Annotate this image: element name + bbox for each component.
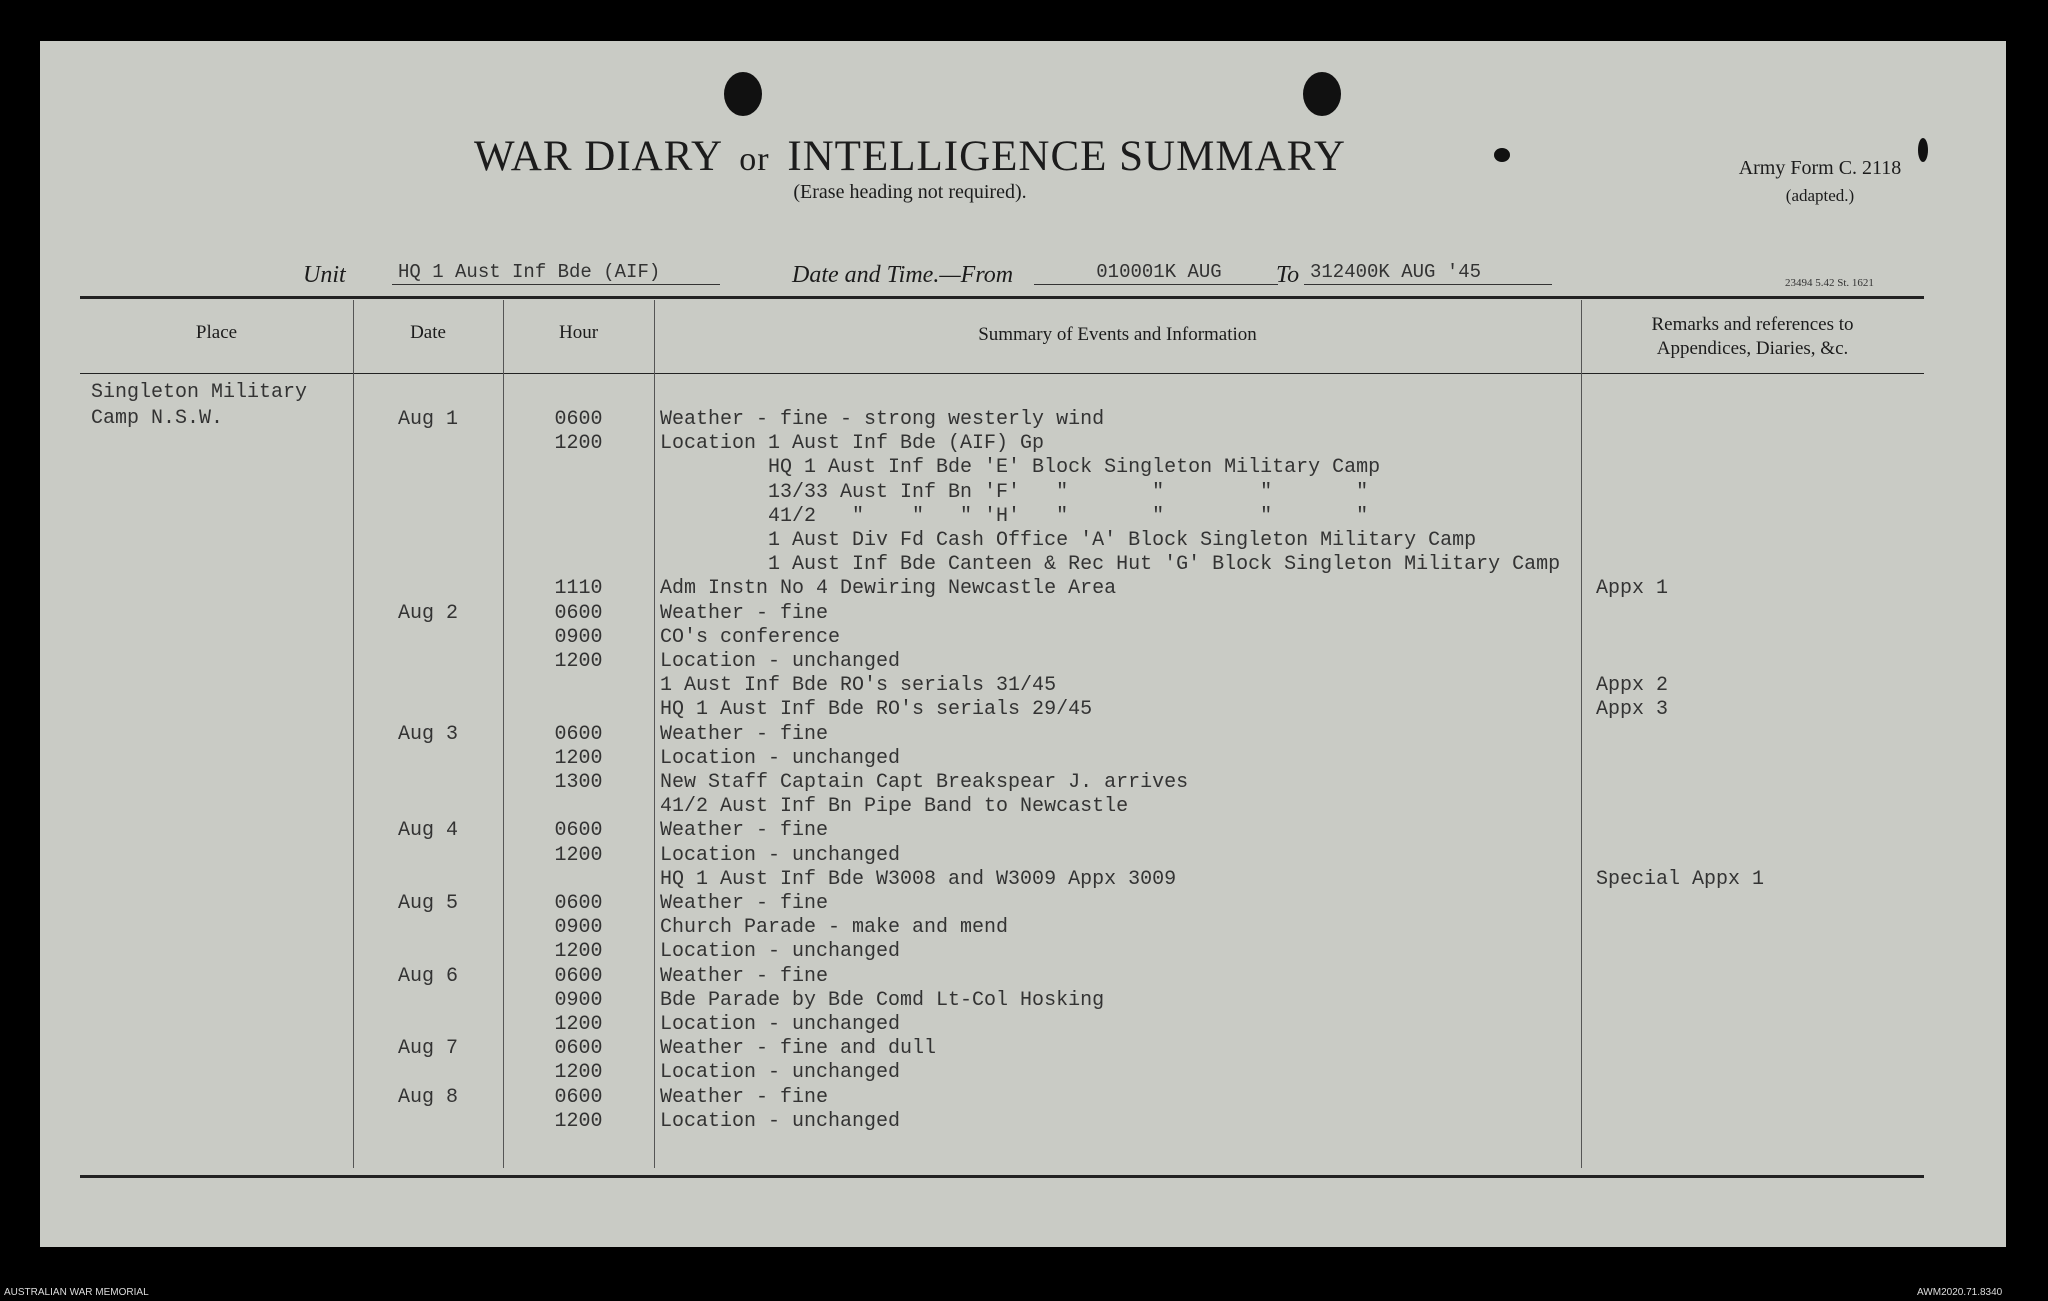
to-value: 312400K AUG '45 xyxy=(1304,260,1552,285)
entry-summary: Weather - fine xyxy=(660,723,829,746)
entry-date: Aug 7 xyxy=(397,1037,458,1060)
top-rule xyxy=(80,296,1924,299)
entry-summary: Location 1 Aust Inf Bde (AIF) Gp xyxy=(660,432,1045,455)
entry-remark xyxy=(1596,915,1916,940)
entry-remark xyxy=(1596,528,1916,553)
entry-date xyxy=(353,480,503,505)
entry-date xyxy=(353,673,503,698)
entry-hour: 1200 xyxy=(554,650,603,673)
entry-remark xyxy=(1596,480,1916,505)
entry-remark xyxy=(1596,843,1916,868)
entry-remark: Appx 3 xyxy=(1596,698,1669,721)
entry-summary: Weather - fine - strong westerly wind xyxy=(660,408,1105,431)
entry-remark xyxy=(1596,625,1916,650)
entry-date xyxy=(353,867,503,892)
entry-hour: 1200 xyxy=(554,844,603,867)
unit-value: HQ 1 Aust Inf Bde (AIF) xyxy=(392,260,720,285)
entry-summary: 13/33 Aust Inf Bn 'F' " " " " xyxy=(660,481,1369,504)
ink-fleck xyxy=(1494,148,1510,162)
entry-summary: Church Parade - make and mend xyxy=(660,916,1009,939)
entry-remark xyxy=(1596,455,1916,480)
entry-remark xyxy=(1596,1060,1916,1085)
entry-remark xyxy=(1596,722,1916,747)
form-title xyxy=(430,132,1390,181)
entry-remark xyxy=(1596,552,1916,577)
header-rule xyxy=(80,373,1924,374)
entry-summary: Weather - fine xyxy=(660,965,829,988)
place-line-1: Singleton Military xyxy=(91,381,308,404)
date-time-from-label: Date and Time.—From xyxy=(792,262,1014,288)
entry-date: Aug 8 xyxy=(397,1086,458,1109)
entry-hour: 0600 xyxy=(554,892,603,915)
entry-date xyxy=(353,431,503,456)
entry-date xyxy=(353,455,503,480)
entry-summary: Bde Parade by Bde Comd Lt-Col Hosking xyxy=(660,989,1105,1012)
entry-hour xyxy=(503,504,654,529)
from-value: 010001K AUG xyxy=(1034,260,1278,285)
entry-date xyxy=(353,915,503,940)
entry-date xyxy=(353,988,503,1013)
place-cell xyxy=(91,380,307,432)
entry-summary: 41/2 Aust Inf Bn Pipe Band to Newcastle xyxy=(660,795,1129,818)
entry-date xyxy=(353,794,503,819)
entry-hour xyxy=(503,528,654,553)
entry-date xyxy=(353,939,503,964)
col-header-hour: Hour xyxy=(558,322,599,343)
entry-remark xyxy=(1596,939,1916,964)
entry-remark: Special Appx 1 xyxy=(1596,868,1765,891)
entry-hour xyxy=(503,552,654,577)
entry-remark xyxy=(1596,794,1916,819)
army-form-adapted: (adapted.) xyxy=(1785,186,1855,205)
entry-summary: Location - unchanged xyxy=(660,1061,901,1084)
entry-summary: New Staff Captain Capt Breakspear J. arrives xyxy=(660,771,1189,794)
title-intelligence-summary: INTELLIGENCE SUMMARY xyxy=(787,133,1346,180)
entry-summary: CO's conference xyxy=(660,626,841,649)
entry-hour: 1200 xyxy=(554,432,603,455)
entry-summary: HQ 1 Aust Inf Bde 'E' Block Singleton Military Camp xyxy=(660,456,1381,479)
entry-remark xyxy=(1596,988,1916,1013)
entry-date xyxy=(353,528,503,553)
entry-hour xyxy=(503,794,654,819)
entry-hour: 0600 xyxy=(554,1037,603,1060)
entry-remark: Appx 1 xyxy=(1596,577,1669,600)
entry-date xyxy=(353,1060,503,1085)
print-code: 23494 5.42 St. 1621 xyxy=(1785,277,1874,289)
entry-date: Aug 5 xyxy=(397,892,458,915)
form-subtitle: (Erase heading not required). xyxy=(793,181,1027,203)
entry-summary: Location - unchanged xyxy=(660,1013,901,1036)
entry-summary: 1 Aust Inf Bde Canteen & Rec Hut 'G' Block Singleton Military Camp xyxy=(660,553,1561,576)
entry-date: Aug 3 xyxy=(397,723,458,746)
entry-hour: 1110 xyxy=(554,577,603,600)
entry-date xyxy=(353,1109,503,1134)
entry-hour: 0900 xyxy=(554,989,603,1012)
entry-summary: 41/2 " " " 'H' " " " " xyxy=(660,505,1369,528)
title-or: or xyxy=(739,141,770,178)
entry-summary: Weather - fine xyxy=(660,819,829,842)
entry-date: Aug 1 xyxy=(397,408,458,431)
entry-date xyxy=(353,576,503,601)
col-header-remarks xyxy=(1581,313,1924,361)
entry-remark xyxy=(1596,818,1916,843)
entry-remark xyxy=(1596,1109,1916,1134)
entry-summary: 1 Aust Div Fd Cash Office 'A' Block Singleton Military Camp xyxy=(660,529,1477,552)
entry-summary: Weather - fine xyxy=(660,892,829,915)
unit-label: Unit xyxy=(303,262,346,288)
entry-remark xyxy=(1596,601,1916,626)
entry-date xyxy=(353,697,503,722)
entry-hour: 0900 xyxy=(554,916,603,939)
entry-hour: 0600 xyxy=(554,965,603,988)
entry-remark xyxy=(1596,407,1916,432)
col-header-summary: Summary of Events and Information xyxy=(978,324,1257,345)
entry-remark xyxy=(1596,649,1916,674)
col-header-remarks-line1: Remarks and references to xyxy=(1651,314,1854,335)
entry-summary: Weather - fine xyxy=(660,1086,829,1109)
entry-remark: Appx 2 xyxy=(1596,674,1669,697)
punch-hole-left xyxy=(724,72,762,116)
entry-date xyxy=(353,504,503,529)
entry-summary: Location - unchanged xyxy=(660,650,901,673)
entry-summary: Location - unchanged xyxy=(660,1110,901,1133)
entry-summary: Adm Instn No 4 Dewiring Newcastle Area xyxy=(660,577,1117,600)
to-label: To xyxy=(1276,262,1300,288)
entry-remark xyxy=(1596,891,1916,916)
entry-date: Aug 4 xyxy=(397,819,458,842)
entry-date xyxy=(353,649,503,674)
entry-summary: HQ 1 Aust Inf Bde W3008 and W3009 Appx 3009 xyxy=(660,868,1177,891)
entry-hour: 1300 xyxy=(554,771,603,794)
entry-hour: 0600 xyxy=(554,602,603,625)
entry-hour: 1200 xyxy=(554,1013,603,1036)
entry-summary: HQ 1 Aust Inf Bde RO's serials 29/45 xyxy=(660,698,1093,721)
entry-remark xyxy=(1596,1012,1916,1037)
entry-remark xyxy=(1596,746,1916,771)
entry-date xyxy=(353,746,503,771)
bottom-rule xyxy=(80,1175,1924,1178)
entry-date xyxy=(353,770,503,795)
entry-hour: 1200 xyxy=(554,747,603,770)
army-form-number: Army Form C. 2118 xyxy=(1738,157,1902,179)
entry-remark xyxy=(1596,1036,1916,1061)
entry-remark xyxy=(1596,431,1916,456)
entry-date xyxy=(353,1012,503,1037)
col-divider-hour xyxy=(654,300,655,1168)
entry-summary: Location - unchanged xyxy=(660,844,901,867)
entry-date: Aug 6 xyxy=(397,965,458,988)
entry-summary: Weather - fine and dull xyxy=(660,1037,937,1060)
place-line-2: Camp N.S.W. xyxy=(91,407,224,430)
entry-summary: Location - unchanged xyxy=(660,940,901,963)
entry-hour: 1200 xyxy=(554,940,603,963)
entry-hour xyxy=(503,673,654,698)
entry-hour xyxy=(503,480,654,505)
entry-hour: 1200 xyxy=(554,1061,603,1084)
entry-hour: 0600 xyxy=(554,1086,603,1109)
entry-hour: 0600 xyxy=(554,723,603,746)
entry-hour xyxy=(503,697,654,722)
footer-credit: AUSTRALIAN WAR MEMORIAL xyxy=(4,1287,149,1298)
entry-date xyxy=(353,552,503,577)
col-header-remarks-line2: Appendices, Diaries, &c. xyxy=(1656,338,1849,359)
entry-summary: 1 Aust Inf Bde RO's serials 31/45 xyxy=(660,674,1057,697)
col-header-date: Date xyxy=(410,322,446,343)
punch-hole-right xyxy=(1303,72,1341,116)
entry-date xyxy=(353,625,503,650)
entry-remark xyxy=(1596,504,1916,529)
entry-remark xyxy=(1596,770,1916,795)
entry-remark xyxy=(1596,964,1916,989)
entry-hour xyxy=(503,455,654,480)
entry-date xyxy=(353,843,503,868)
entry-date: Aug 2 xyxy=(397,602,458,625)
col-header-place: Place xyxy=(195,322,238,343)
entry-summary: Location - unchanged xyxy=(660,747,901,770)
entry-remark xyxy=(1596,1085,1916,1110)
entry-hour: 0600 xyxy=(554,819,603,842)
title-war-diary: WAR DIARY xyxy=(473,133,722,180)
entry-hour: 1200 xyxy=(554,1110,603,1133)
footer-accession-number: AWM2020.71.8340 xyxy=(1917,1287,2003,1298)
entry-summary: Weather - fine xyxy=(660,602,829,625)
entry-hour: 0900 xyxy=(554,626,603,649)
entry-hour: 0600 xyxy=(554,408,603,431)
entry-hour xyxy=(503,867,654,892)
